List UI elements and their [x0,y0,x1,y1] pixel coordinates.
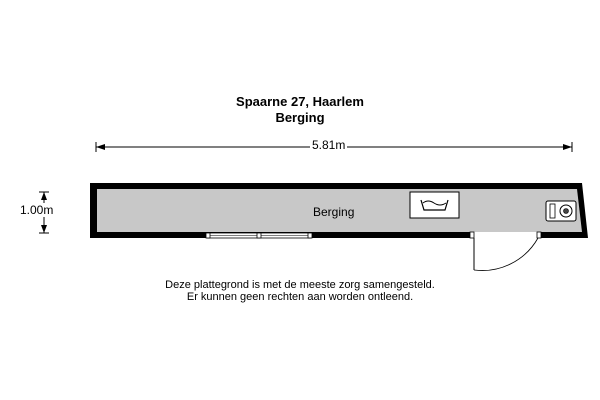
disclaimer-line-1: Deze plattegrond is met de meeste zorg samengesteld. [165,279,435,291]
width-dimension-label: 5.81m [312,138,346,152]
washing-machine-icon [410,192,459,218]
window-icon [206,233,312,238]
door-swing-icon [470,232,541,271]
room-label: Berging [313,205,355,219]
disclaimer-line-2: Er kunnen geen rechten aan worden ontleend. [186,291,414,303]
address-title: Spaarne 27, Haarlem [236,94,364,109]
room-title: Berging [275,110,325,125]
boiler-icon [546,201,576,221]
height-dimension-label: 1.00m [20,203,54,217]
